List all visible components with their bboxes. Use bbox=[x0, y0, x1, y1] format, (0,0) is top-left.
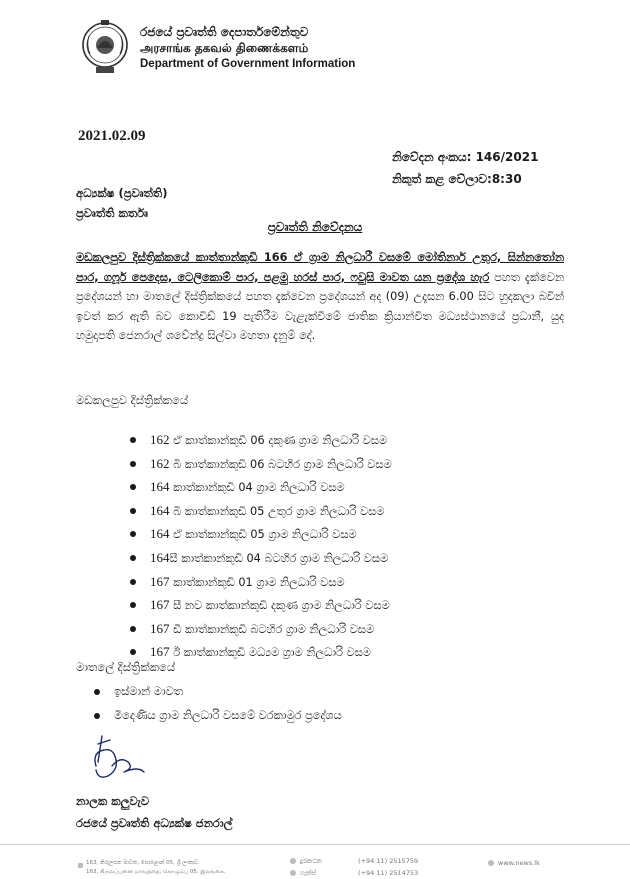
phone-label: දුරකථන bbox=[300, 857, 322, 865]
area-name: ඉස්මාන් මාවත bbox=[114, 685, 183, 698]
division-number: 164 bbox=[150, 502, 170, 518]
footer-address bbox=[86, 859, 226, 877]
fax-number: (+94 11) 2514753 bbox=[358, 869, 419, 877]
footer-contacts bbox=[290, 855, 418, 879]
fax-icon bbox=[290, 870, 296, 876]
division-name: කාත්කාන්කුඩි 01 ග්‍රාම නිලධාරි වසම bbox=[169, 575, 345, 589]
matale-title: මාතලේ දිස්ත්‍රික්කයේ bbox=[76, 660, 176, 674]
fax-label: ෆැක්ස් bbox=[300, 869, 317, 877]
division-name: ඊ කාත්කාන්කුඩි මධ්‍යම ග්‍රාම නිලධාරි වසම bbox=[169, 646, 371, 660]
batticaloa-title: මඩකලපුව දිස්ත්‍රික්කයේ bbox=[76, 393, 189, 407]
list-item bbox=[130, 477, 392, 501]
release-date: 2021.02.09 bbox=[78, 128, 146, 144]
letterhead-english: Department of Government Information bbox=[140, 58, 356, 70]
bullet-icon bbox=[94, 713, 100, 719]
letterhead-tamil: அரசாங்க தகவல் திணைக்களம் bbox=[140, 41, 309, 55]
division-name: ඒ කාත්කාන්කුඩි 05 ග්‍රාම නිලධාරි වසම bbox=[169, 528, 357, 542]
matale-list bbox=[94, 682, 342, 730]
address-line-1: 163, කිරුලපන මාවත, පොළොන් 05, ශ්‍රී ලංකාව. bbox=[86, 860, 200, 866]
bullet-icon bbox=[130, 461, 136, 467]
signer-title: රජයේ ප්‍රවෘත්ති අධ්‍යක්ෂ ජනරාල් bbox=[76, 816, 233, 830]
division-number: 162 bbox=[150, 455, 170, 471]
list-item bbox=[130, 501, 392, 525]
list-item bbox=[130, 454, 392, 478]
division-number: 164 bbox=[150, 549, 170, 565]
document-heading bbox=[0, 220, 630, 235]
location-icon bbox=[78, 863, 83, 868]
government-emblem-icon bbox=[80, 18, 130, 76]
signer-block bbox=[76, 790, 232, 834]
bullet-icon bbox=[130, 508, 136, 514]
body-paragraph bbox=[76, 248, 564, 346]
addressee-line-1: අධ්‍යක්ෂ (ප්‍රවෘත්ති) bbox=[76, 186, 168, 200]
bullet-icon bbox=[130, 437, 136, 443]
release-time: නිකුත් කළ වේලාව:8:30 bbox=[392, 172, 522, 186]
body-lead: මඩකලපුව දිස්ත්‍රික්කයේ කාත්තාන්කුඩි 166 ඒ ග්‍රාම නිලධාරී වසමේ මෝතිනාර් උතුර, සින්නතෝන පාර, ගෆූර් පෙදෙස, ටෙලිකොම් පාර, පළමු හරස් පාර, ෆවුසි මාවත යන ප්‍රදේශ හැර bbox=[76, 251, 564, 284]
globe-icon bbox=[488, 860, 494, 866]
bullet-icon bbox=[94, 689, 100, 695]
footer bbox=[0, 844, 630, 879]
letterhead-sinhala: රජයේ ප්‍රවෘත්ති දෙපාර්තමේන්තුව bbox=[140, 25, 309, 39]
list-item bbox=[130, 548, 392, 572]
division-number: 164 bbox=[150, 479, 170, 495]
addressee bbox=[76, 183, 167, 223]
bullet-icon bbox=[130, 626, 136, 632]
letterhead bbox=[80, 18, 500, 80]
division-name: කාත්කාන්කුඩි 04 ග්‍රාම නිලධාරි වසම bbox=[169, 481, 345, 495]
release-info bbox=[392, 146, 562, 190]
website-url: www.news.lk bbox=[498, 859, 540, 867]
addressee-line-2: ප්‍රවෘත්ති කර්තෘ bbox=[76, 206, 148, 220]
division-name: බි කාත්කාන්කුඩි 06 බටහිර ග්‍රාම නිලධාරි වසම bbox=[169, 457, 392, 471]
body-rest: පහත දැක්වෙන ප්‍රදේශයන් හා මාතලේ දිස්ත්‍රික්කයේ පහත දැක්වෙන ප්‍රදේශයන් අද (09) උදෑසන 6.00 සිට හුදකලා බවින් ඉවත් කර ඇති බව කොවිඩ් 19 පැතිරීම වැළැක්වීමේ ජාතික ක්‍රියාන්විත මධ්‍යස්ථානයේ ප්‍රධානී, යුද හමුදාපති ජෙනරාල් ශවේන්ද්‍ර සිල්වා මහතා දැනුම් දේ. bbox=[76, 270, 564, 342]
division-number: 167 bbox=[150, 597, 170, 613]
division-name: සී කාත්කාන්කුඩි 04 බටහිර ග්‍රාම නිලධාරි වසම bbox=[169, 551, 389, 565]
area-name: මීදෙණිය ග්‍රාම නිලධාරි වසමේ වරකාමුර ප්‍රදේශය bbox=[114, 709, 342, 722]
handwritten-signature bbox=[88, 732, 158, 792]
address-line-2: 163, கிருலப்பனை மாவத்தை, கொழும்பு 05, இலங்கை. bbox=[86, 869, 226, 875]
bullet-icon bbox=[130, 579, 136, 585]
division-number: 167 bbox=[150, 644, 170, 660]
bullet-icon bbox=[130, 531, 136, 537]
signer-name: නාලක කලුවැව bbox=[76, 794, 150, 808]
division-name: සී නව කාත්කාන්කුඩි දකුණ ග්‍රාම නිලධාරි වසම bbox=[169, 599, 390, 613]
division-number: 164 bbox=[150, 526, 170, 542]
division-number: 162 bbox=[150, 432, 170, 447]
phone-icon bbox=[290, 858, 296, 864]
division-number: 167 bbox=[150, 573, 170, 589]
footer-website bbox=[488, 859, 540, 867]
list-item bbox=[130, 595, 392, 619]
division-number: 167 bbox=[150, 620, 170, 636]
list-item bbox=[130, 572, 392, 596]
bullet-icon bbox=[130, 484, 136, 490]
list-item bbox=[94, 706, 342, 730]
release-number: නිවේදන අංකය: 146/2021 bbox=[392, 150, 539, 164]
list-item bbox=[94, 682, 342, 706]
division-name: ඒ කාත්කාන්කුඩි 06 දකුණ ග්‍රාම නිලධාරි වසම bbox=[169, 434, 387, 447]
list-item bbox=[130, 430, 392, 454]
bullet-icon bbox=[130, 649, 136, 655]
bullet-icon bbox=[130, 602, 136, 608]
division-name: ඩී කාත්කාන්කුඩි බටහිර ග්‍රාම නිලධාරි වසම bbox=[169, 622, 374, 636]
phone-number: (+94 11) 2515759 bbox=[358, 857, 419, 865]
bullet-icon bbox=[130, 555, 136, 561]
division-name: බි කාත්කාන්කුඩි 05 උතුර ග්‍රාම නිලධාරි වසම bbox=[169, 504, 385, 518]
heading-text: ප්‍රවෘත්ති නිවේදනය bbox=[267, 220, 363, 234]
batticaloa-list bbox=[130, 430, 392, 666]
list-item bbox=[130, 619, 392, 643]
list-item bbox=[130, 524, 392, 548]
